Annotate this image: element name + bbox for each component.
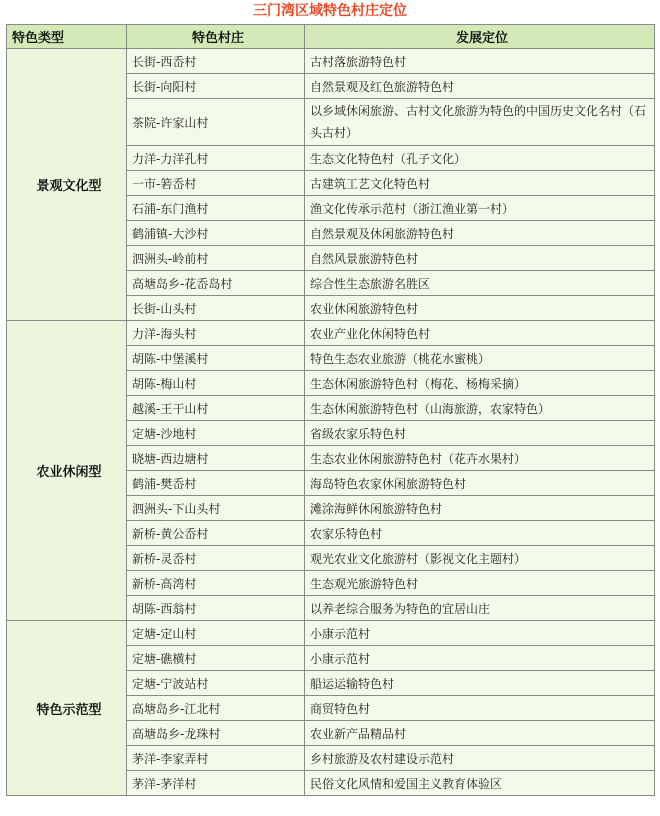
village-cell: 新桥-黄公岙村 — [127, 521, 305, 546]
position-cell: 渔文化传承示范村（浙江渔业第一村） — [305, 196, 655, 221]
position-cell: 乡村旅游及农村建设示范村 — [305, 746, 655, 771]
village-cell: 胡陈-西翁村 — [127, 596, 305, 621]
position-cell: 船运运输特色村 — [305, 671, 655, 696]
header-village: 特色村庄 — [127, 25, 305, 49]
table-body — [7, 49, 655, 796]
position-cell: 生态文化特色村（孔子文化） — [305, 146, 655, 171]
village-cell: 定塘-宁波站村 — [127, 671, 305, 696]
table-row — [7, 621, 655, 646]
position-cell: 海岛特色农家休闲旅游特色村 — [305, 471, 655, 496]
position-cell: 特色生态农业旅游（桃花水蜜桃） — [305, 346, 655, 371]
village-cell: 高塘岛乡-龙珠村 — [127, 721, 305, 746]
position-cell: 农家乐特色村 — [305, 521, 655, 546]
village-cell: 长街-山头村 — [127, 296, 305, 321]
position-cell: 小康示范村 — [305, 621, 655, 646]
village-cell: 越溪-王干山村 — [127, 396, 305, 421]
position-cell: 自然景观及红色旅游特色村 — [305, 74, 655, 99]
category-cell: 特色示范型 — [7, 621, 127, 796]
header-type: 特色类型 — [7, 25, 127, 49]
position-cell: 滩涂海鲜休闲旅游特色村 — [305, 496, 655, 521]
village-cell: 一市-箬岙村 — [127, 171, 305, 196]
table-header-row — [7, 25, 655, 49]
position-cell: 小康示范村 — [305, 646, 655, 671]
page-title: 三门湾区域特色村庄定位 — [253, 3, 407, 19]
village-cell: 定塘-沙地村 — [127, 421, 305, 446]
position-cell: 自然风景旅游特色村 — [305, 246, 655, 271]
village-cell: 茶院-许家山村 — [127, 99, 305, 146]
village-cell: 泗洲头-下山头村 — [127, 496, 305, 521]
village-cell: 晓塘-西边塘村 — [127, 446, 305, 471]
position-cell: 农业新产品精品村 — [305, 721, 655, 746]
village-cell: 高塘岛乡-花岙岛村 — [127, 271, 305, 296]
village-cell: 新桥-灵岙村 — [127, 546, 305, 571]
village-cell: 长街-向阳村 — [127, 74, 305, 99]
category-cell: 景观文化型 — [7, 49, 127, 321]
position-cell: 农业产业化休闲特色村 — [305, 321, 655, 346]
village-cell: 新桥-高湾村 — [127, 571, 305, 596]
village-cell: 胡陈-中堡溪村 — [127, 346, 305, 371]
village-cell: 长街-西岙村 — [127, 49, 305, 74]
village-cell: 石浦-东门渔村 — [127, 196, 305, 221]
position-cell: 自然景观及休闲旅游特色村 — [305, 221, 655, 246]
position-cell: 民俗文化风情和爱国主义教育体验区 — [305, 771, 655, 796]
table-row — [7, 321, 655, 346]
village-cell: 力洋-海头村 — [127, 321, 305, 346]
village-cell: 鹤浦镇-大沙村 — [127, 221, 305, 246]
village-cell: 高塘岛乡-江北村 — [127, 696, 305, 721]
position-cell: 生态观光旅游特色村 — [305, 571, 655, 596]
position-cell: 古村落旅游特色村 — [305, 49, 655, 74]
header-position: 发展定位 — [305, 25, 655, 49]
position-cell: 生态休闲旅游特色村（山海旅游，农家特色） — [305, 396, 655, 421]
position-cell: 商贸特色村 — [305, 696, 655, 721]
position-cell: 省级农家乐特色村 — [305, 421, 655, 446]
village-cell: 茅洋-茅洋村 — [127, 771, 305, 796]
village-cell: 力洋-力洋孔村 — [127, 146, 305, 171]
village-cell: 泗洲头-岭前村 — [127, 246, 305, 271]
position-cell: 以养老综合服务为特色的宜居山庄 — [305, 596, 655, 621]
category-cell: 农业休闲型 — [7, 321, 127, 621]
village-cell: 定塘-礁横村 — [127, 646, 305, 671]
position-cell: 以乡域休闲旅游、古村文化旅游为特色的中国历史文化名村（石头古村） — [305, 99, 655, 146]
village-cell: 胡陈-梅山村 — [127, 371, 305, 396]
position-cell: 古建筑工艺文化特色村 — [305, 171, 655, 196]
position-cell: 生态休闲旅游特色村（梅花、杨梅采摘） — [305, 371, 655, 396]
village-cell: 定塘-定山村 — [127, 621, 305, 646]
village-cell: 茅洋-李家弄村 — [127, 746, 305, 771]
position-cell: 综合性生态旅游名胜区 — [305, 271, 655, 296]
position-cell: 生态农业休闲旅游特色村（花卉水果村） — [305, 446, 655, 471]
table-row — [7, 49, 655, 74]
position-cell: 农业休闲旅游特色村 — [305, 296, 655, 321]
position-cell: 观光农业文化旅游村（影视文化主题村） — [305, 546, 655, 571]
village-table — [6, 24, 655, 796]
village-cell: 鹤浦-樊岙村 — [127, 471, 305, 496]
